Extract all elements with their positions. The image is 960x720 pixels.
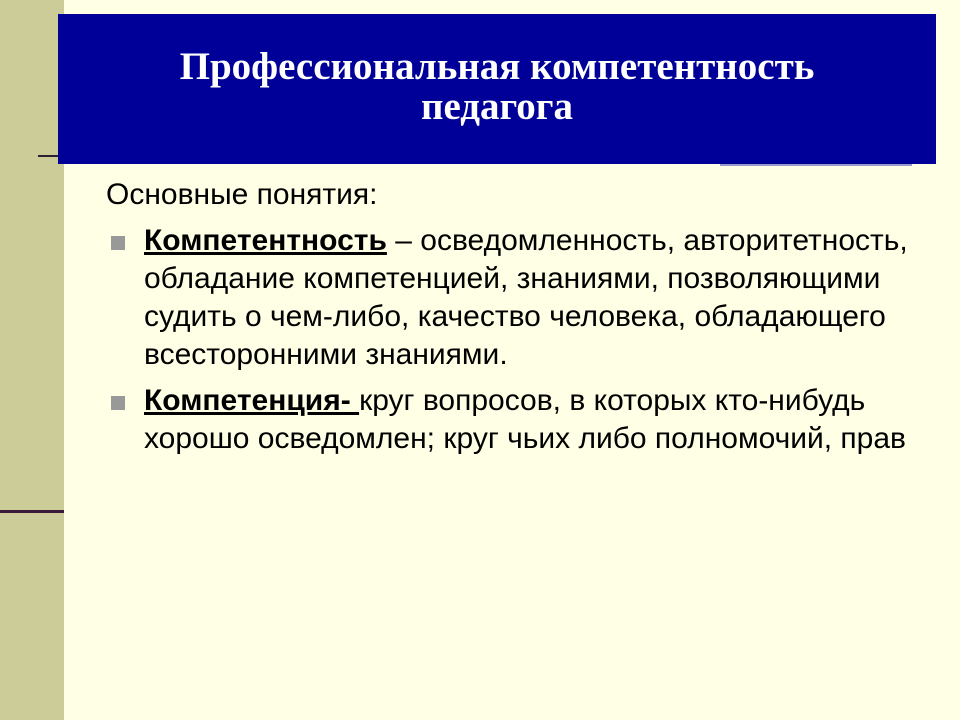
square-bullet-icon xyxy=(111,396,125,410)
term-competency: Компетенция- xyxy=(144,384,360,417)
left-divider-line-bottom xyxy=(0,510,64,513)
bullet-item-competence xyxy=(106,222,916,374)
slide-title-line-2: педагога xyxy=(421,85,573,128)
definition-competence: – осведомленность, авторитетность, обладание компетенцией, знаниями, позволяющими судить о чем-либо, качество человека, обладающего всесторонними знаниями. xyxy=(144,224,908,371)
slide-title-line-1: Профессиональная компетентность xyxy=(179,45,815,88)
definition-competency: круг вопросов, в которых кто-нибудь хорошо осведомлен; круг чьих либо полномочий, прав xyxy=(144,384,906,455)
left-decorative-strip xyxy=(0,0,64,720)
slide-body xyxy=(106,176,916,466)
bullet-item-competency xyxy=(106,382,916,458)
square-bullet-icon xyxy=(111,236,125,250)
intro-text: Основные понятия: xyxy=(106,178,378,211)
slide-title-box xyxy=(58,14,936,164)
slide-title xyxy=(87,47,907,127)
term-competence: Компетентность xyxy=(144,224,387,257)
